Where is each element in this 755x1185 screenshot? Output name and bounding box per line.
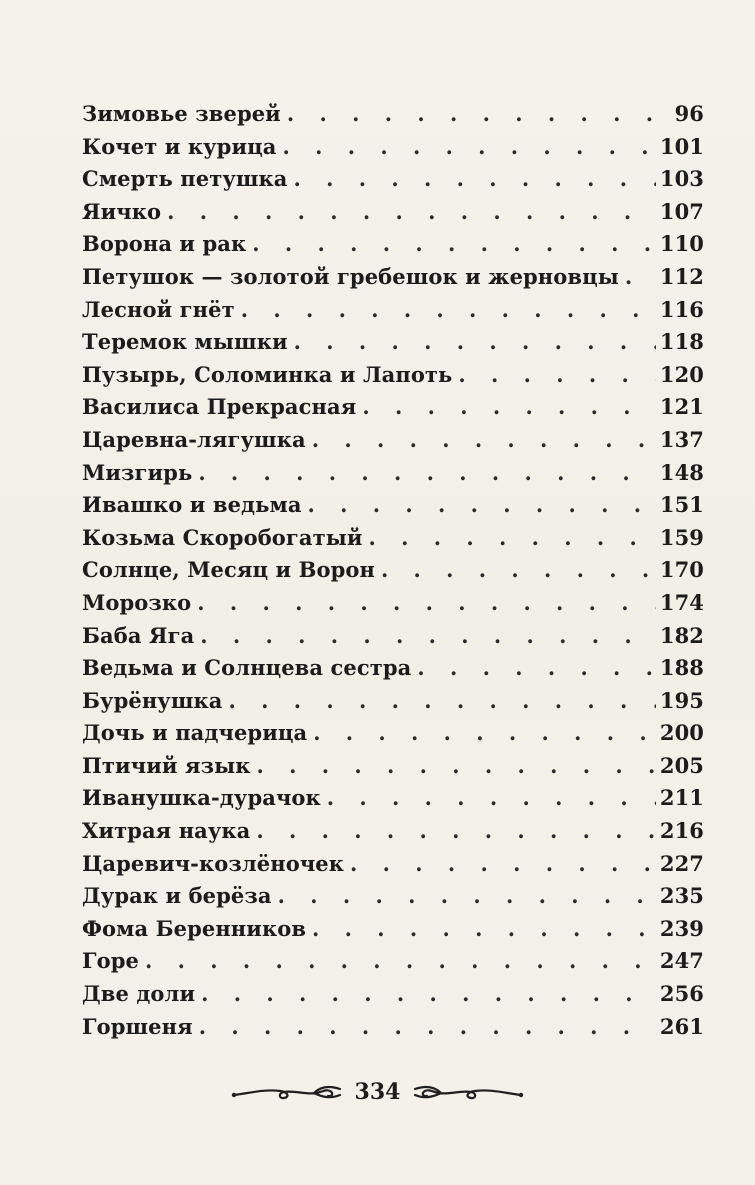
toc-leader-dots <box>257 750 656 783</box>
toc-leader-dots <box>312 913 656 946</box>
toc-leader-dots <box>200 620 656 653</box>
toc-entry <box>82 294 704 327</box>
toc-entry-title: Две доли <box>82 981 196 1007</box>
toc-entry <box>82 717 704 750</box>
toc-entry-title: Хитрая наука <box>82 818 251 844</box>
toc-entry-title: Солнце, Месяц и Ворон <box>82 557 375 583</box>
toc-entry-page: 195 <box>659 687 704 713</box>
toc-entry-title: Пузырь, Соломинка и Лапоть <box>82 361 453 387</box>
toc-entry <box>82 228 704 261</box>
toc-entry-page: 159 <box>659 524 704 550</box>
toc-entry <box>82 620 704 653</box>
toc-leader-dots <box>313 717 656 750</box>
toc-entry-title: Смерть петушка <box>82 166 288 192</box>
toc-leader-dots <box>282 131 655 164</box>
toc-leader-dots <box>256 815 655 848</box>
toc-entry-page: 112 <box>659 263 704 289</box>
left-flourish-icon <box>230 1081 345 1103</box>
toc-entry-title: Птичий язык <box>82 752 251 778</box>
toc-leader-dots <box>201 978 656 1011</box>
toc-entry <box>82 1011 704 1044</box>
toc-entry <box>82 913 704 946</box>
toc-leader-dots <box>294 163 656 196</box>
toc-entry-page: 216 <box>659 818 704 844</box>
toc-leader-dots <box>198 457 656 490</box>
toc-leader-dots <box>381 554 656 587</box>
toc-entry-page: 256 <box>659 981 704 1007</box>
toc-entry-title: Бурёнушка <box>82 687 223 713</box>
toc-leader-dots <box>252 228 656 261</box>
toc-leader-dots <box>197 587 656 620</box>
toc-entry-page: 110 <box>659 231 704 257</box>
toc-entry-title: Зимовье зверей <box>82 101 281 126</box>
toc-entry <box>82 98 704 131</box>
toc-leader-dots <box>327 782 656 815</box>
toc-entry-page: 235 <box>659 883 704 909</box>
toc-entry-title: Царевич-козлёночек <box>82 850 345 876</box>
toc-entry <box>82 196 704 229</box>
toc-leader-dots <box>287 98 656 131</box>
toc-leader-dots <box>294 326 656 359</box>
toc-entry <box>82 945 704 978</box>
toc-entry-page: 211 <box>659 785 704 811</box>
toc-entry <box>82 163 704 196</box>
toc-entry-title: Ведьма и Солнцева сестра <box>82 655 412 681</box>
toc-entry-page: 261 <box>659 1013 704 1039</box>
toc-entry-page: 137 <box>659 426 704 452</box>
toc-leader-dots <box>308 489 656 522</box>
toc-leader-dots <box>241 294 656 327</box>
toc-entry-title: Яичко <box>82 198 162 224</box>
toc-entry-page: 227 <box>659 850 704 876</box>
toc-entry-page: 107 <box>659 198 704 224</box>
toc-entry-page: 188 <box>659 655 704 681</box>
toc-entry <box>82 750 704 783</box>
toc-entry-title: Василиса Прекрасная <box>82 394 357 420</box>
toc-entry-title: Горшеня <box>82 1013 193 1039</box>
toc-entry <box>82 489 704 522</box>
toc-leader-dots <box>362 391 656 424</box>
toc-leader-dots <box>145 945 656 978</box>
toc-leader-dots <box>167 196 656 229</box>
toc-leader-dots <box>199 1011 656 1044</box>
toc-entry-page: 200 <box>659 720 704 746</box>
toc-entry-title: Кочет и курица <box>82 133 277 159</box>
toc-entry-page: 118 <box>659 329 704 355</box>
toc-entry-page: 151 <box>659 492 704 518</box>
toc-entry-page: 116 <box>659 296 704 322</box>
toc-entry-title: Фома Беренников <box>82 915 307 941</box>
toc-entry-title: Горе <box>82 948 139 974</box>
toc-entry-page: 148 <box>659 459 704 485</box>
toc-entry-title: Царевна-лягушка <box>82 426 306 452</box>
toc-entry <box>82 880 704 913</box>
toc-entry-title: Козьма Скоробогатый <box>82 524 363 550</box>
toc-entry-page: 96 <box>674 101 704 126</box>
toc-entry-title: Ворона и рак <box>82 231 247 257</box>
toc-entry <box>82 261 704 294</box>
toc-entry-title: Дочь и падчерица <box>82 720 308 746</box>
toc-entry <box>82 587 704 620</box>
toc-entry-title: Теремок мышки <box>82 329 288 355</box>
toc-leader-dots <box>278 880 656 913</box>
toc-leader-dots <box>417 652 656 685</box>
toc-leader-dots <box>458 359 655 392</box>
toc-entry-page: 103 <box>659 166 704 192</box>
toc-leader-dots <box>625 261 656 294</box>
toc-leader-dots <box>369 522 656 555</box>
toc-entry <box>82 685 704 718</box>
right-flourish-icon <box>410 1081 525 1103</box>
toc-entry <box>82 131 704 164</box>
toc-leader-dots <box>229 685 656 718</box>
toc-entry-page: 247 <box>659 948 704 974</box>
toc-entry <box>82 326 704 359</box>
toc-entry <box>82 391 704 424</box>
toc-entry <box>82 554 704 587</box>
toc-entry-page: 174 <box>659 589 704 615</box>
toc-entry-title: Дурак и берёза <box>82 883 272 909</box>
toc-entry <box>82 522 704 555</box>
toc-entry-title: Лесной гнёт <box>82 296 235 322</box>
toc-entry-page: 101 <box>659 133 704 159</box>
toc-entry <box>82 457 704 490</box>
toc-leader-dots <box>350 848 656 881</box>
page-footer <box>0 1072 755 1112</box>
toc-entry <box>82 359 704 392</box>
toc-entry-page: 170 <box>659 557 704 583</box>
toc-entry-page: 120 <box>659 361 704 387</box>
toc-entry-title: Морозко <box>82 589 192 615</box>
toc-entry <box>82 424 704 457</box>
toc-entry-title: Петушок — золотой гребешок и жерновцы <box>82 263 619 289</box>
toc-entry <box>82 652 704 685</box>
toc-entry <box>82 978 704 1011</box>
toc-entry <box>82 815 704 848</box>
toc-entry <box>82 782 704 815</box>
toc-entry-page: 205 <box>659 752 704 778</box>
toc-entry-title: Ивашко и ведьма <box>82 492 302 518</box>
table-of-contents <box>82 98 704 1043</box>
toc-entry-page: 239 <box>659 915 704 941</box>
toc-entry <box>82 848 704 881</box>
toc-entry-title: Мизгирь <box>82 459 193 485</box>
page-number: 334 <box>354 1079 401 1105</box>
toc-entry-page: 121 <box>659 394 704 420</box>
toc-entry-title: Баба Яга <box>82 622 195 648</box>
toc-entry-title: Иванушка-дурачок <box>82 785 321 811</box>
toc-leader-dots <box>312 424 656 457</box>
toc-entry-page: 182 <box>659 622 704 648</box>
